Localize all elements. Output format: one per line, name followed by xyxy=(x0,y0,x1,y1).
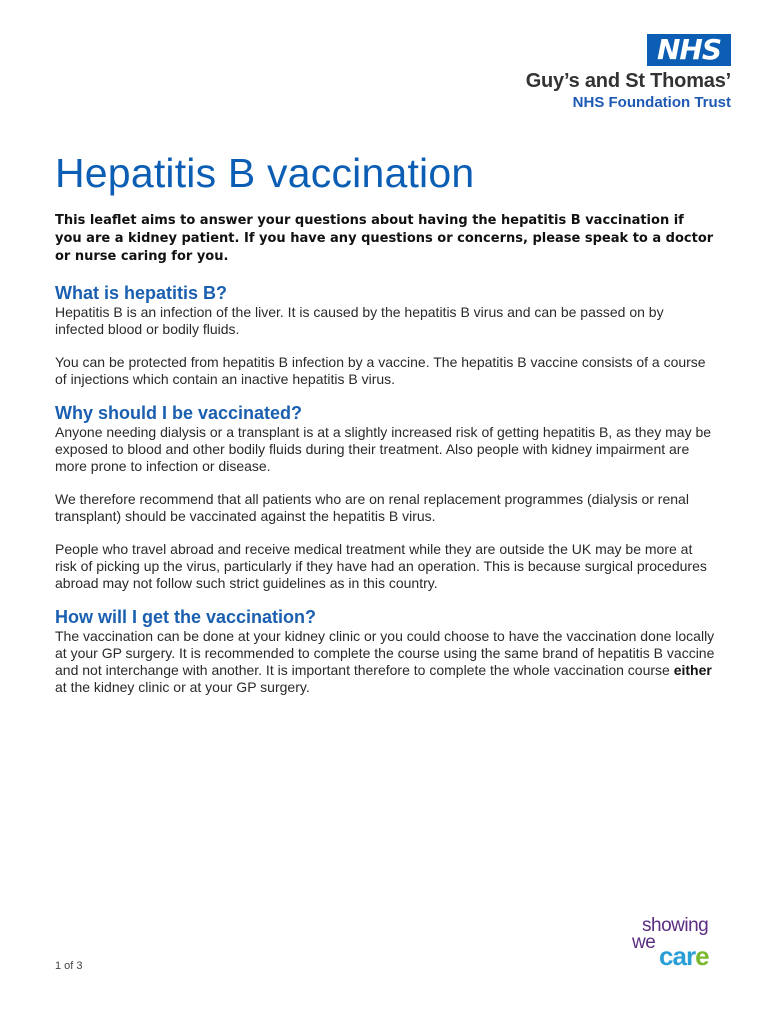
trust-subtitle: NHS Foundation Trust xyxy=(572,94,731,111)
logo-line-showing: showing xyxy=(642,915,709,936)
paragraph xyxy=(55,628,715,696)
paragraph: Anyone needing dialysis or a transplant is at a slightly increased risk of getting hepatitis B, as they may be exposed to blood and other bodily fluids during their treatment. Also people with kidney impairment are more prone to infection or disease. xyxy=(55,424,712,474)
section-heading: Why should I be vaccinated? xyxy=(55,403,303,423)
page-number: 1 of 3 xyxy=(55,960,83,972)
trust-name: Guy’s and St Thomas’ xyxy=(525,70,731,92)
section-heading: What is hepatitis B? xyxy=(55,283,228,303)
paragraph: People who travel abroad and receive medical treatment while they are outside the UK may be more at risk of picking up the virus, particularly if they have had an operation. This is because surgical procedures abroad may not follow such strict guidelines as in this country. xyxy=(55,541,707,591)
intro-paragraph: This leaflet aims to answer your questions about having the hepatitis B vaccination if you are a kidney patient. If you have any questions or concerns, please speak to a doctor or nurse caring for you. xyxy=(55,213,714,264)
emphasis-text: either xyxy=(673,662,712,678)
section-what-is-hepatitis-b xyxy=(55,282,715,388)
section-heading: How will I get the vaccination? xyxy=(55,607,317,627)
paragraph-text: at the kidney clinic or at your GP surgery. xyxy=(55,679,310,695)
document-title: Hepatitis B vaccination xyxy=(55,150,475,196)
document-body xyxy=(55,148,715,696)
paragraph-text: The vaccination can be done at your kidney clinic or you could choose to have the vaccination done locally at your GP surgery. It is recommended to complete the course using the same brand of hepatitis B vaccine and not interchange with another. It is important therefore to complete the whole vaccination course xyxy=(55,628,715,678)
paragraph: We therefore recommend that all patients who are on renal replacement programmes (dialysis or renal transplant) should be vaccinated against the hepatitis B virus. xyxy=(55,491,689,524)
logo-line-we: we xyxy=(632,932,656,953)
logo-line-care: care xyxy=(659,941,709,971)
section-why-vaccinated xyxy=(55,402,715,592)
showing-we-care-logo xyxy=(630,916,730,970)
section-how-get-vaccination xyxy=(55,606,715,696)
document-header xyxy=(0,0,768,120)
paragraph: Hepatitis B is an infection of the liver. It is caused by the hepatitis B virus and can be passed on by infected blood or bodily fluids. xyxy=(55,304,664,337)
paragraph: You can be protected from hepatitis B infection by a vaccine. The hepatitis B vaccine consists of a course of injections which contain an inactive hepatitis B virus. xyxy=(55,354,706,387)
nhs-logo: NHS xyxy=(647,34,731,66)
